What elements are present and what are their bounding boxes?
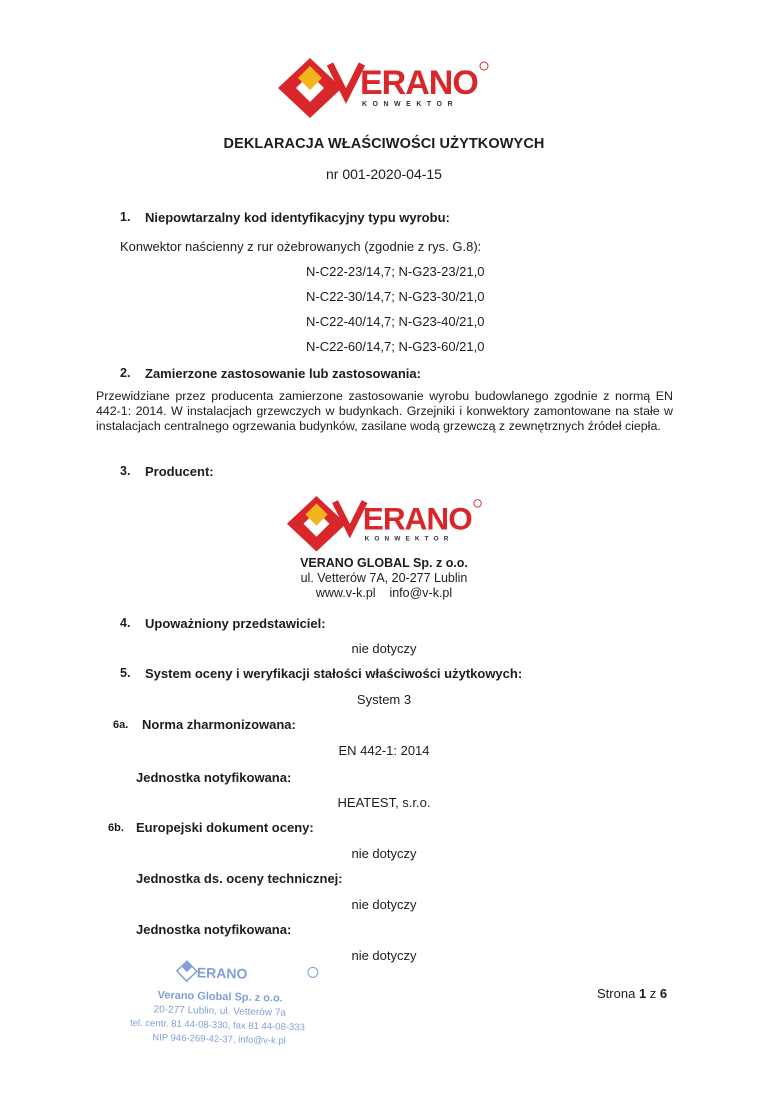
company-stamp (100, 958, 340, 1050)
verano-logo (285, 490, 485, 552)
producer-company: VERANO GLOBAL Sp. z o.o. (300, 556, 468, 570)
page-number: Strona 1 z 6 (597, 986, 668, 1001)
producer-address: ul. Vetterów 7A, 20-277 Lublin (300, 571, 468, 585)
section-3-heading: Producent: (145, 464, 214, 479)
section-1-heading: Niepowtarzalny kod identyfikacyjny typu wyrobu: (145, 210, 450, 225)
product-code: N-C22-30/14,7; N-G23-30/21,0 (306, 289, 485, 304)
svg-text:ERANO: ERANO (362, 501, 472, 537)
svg-text:Verano Global Sp. z o.o.: Verano Global Sp. z o.o. (157, 989, 283, 1005)
section-5-number: 5. (120, 666, 131, 680)
section-3-number: 3. (120, 464, 131, 478)
svg-text:tel. centr. 81 44-08-330, fax: tel. centr. 81 44-08-330, fax 81 44-08-333 (129, 1017, 305, 1034)
svg-text:ERANO: ERANO (196, 964, 248, 982)
stamp-diamond-icon (177, 961, 198, 982)
svg-text:KONWEKTOR: KONWEKTOR (362, 101, 459, 108)
section-4-value: nie dotyczy (351, 641, 417, 656)
section-2-number: 2. (120, 366, 131, 380)
producer-contact: www.v-k.pl info@v-k.pl (315, 586, 453, 600)
section-6a-heading: Norma zharmonizowana: (142, 717, 296, 732)
section-6a-number: 6a. (113, 719, 129, 731)
section-5-heading: System oceny i weryfikacji stałości właściwości użytkowych: (145, 666, 523, 681)
section-1-number: 1. (120, 210, 131, 224)
section-6a-subvalue: HEATEST, s.r.o. (337, 795, 431, 810)
section-5-value: System 3 (356, 692, 412, 707)
section-6b-number: 6b. (108, 822, 124, 834)
svg-text:NIP 946-269-42-37, info@v-k.pl: NIP 946-269-42-37, info@v-k.pl (152, 1032, 286, 1047)
section-6b-value: nie dotyczy (351, 846, 417, 861)
section-2-text: Przewidziane przez producenta zamierzone zastosowanie wyrobu budowlanego zgodnie z normą EN 442-1: 2014. W instalacjach grzewczych w budynkach. Grzejniki i konwektory zamontowane na stałe w instalacjach centralnego ogrzewania budynków, zasilane wodą grzewczą z zewnętrznych źródeł ciepła. (96, 389, 673, 433)
product-code: N-C22-23/14,7; N-G23-23/21,0 (306, 264, 485, 279)
section-1-intro: Konwektor naścienny z rur ożebrowanych (zgodnie z rys. G.8): (120, 239, 482, 254)
section-6b-heading: Europejski dokument oceny: (136, 820, 314, 835)
section-6a-subheading: Jednostka notyfikowana: (136, 770, 292, 785)
section-4-heading: Upoważniony przedstawiciel: (145, 616, 326, 631)
product-code: N-C22-40/14,7; N-G23-40/21,0 (306, 314, 485, 329)
verano-logo (276, 52, 492, 118)
section-6b-sub1-heading: Jednostka ds. oceny technicznej: (136, 871, 343, 886)
document-number: nr 001-2020-04-15 (326, 166, 442, 182)
section-2-heading: Zamierzone zastosowanie lub zastosowania: (145, 366, 421, 381)
svg-text:ERANO: ERANO (360, 64, 478, 102)
product-code: N-C22-60/14,7; N-G23-60/21,0 (306, 339, 485, 354)
svg-text:KONWEKTOR: KONWEKTOR (364, 535, 454, 543)
section-6b-sub1-value: nie dotyczy (351, 897, 417, 912)
section-6b-sub2-value: nie dotyczy (351, 948, 417, 963)
section-6b-sub2-heading: Jednostka notyfikowana: (136, 922, 292, 937)
section-6a-value: EN 442-1: 2014 (338, 743, 430, 758)
section-4-number: 4. (120, 616, 131, 630)
document-title: DEKLARACJA WŁAŚCIWOŚCI UŻYTKOWYCH (223, 136, 545, 152)
svg-text:20-277 Lublin, ul. Vetterów 7a: 20-277 Lublin, ul. Vetterów 7a (153, 1004, 287, 1019)
